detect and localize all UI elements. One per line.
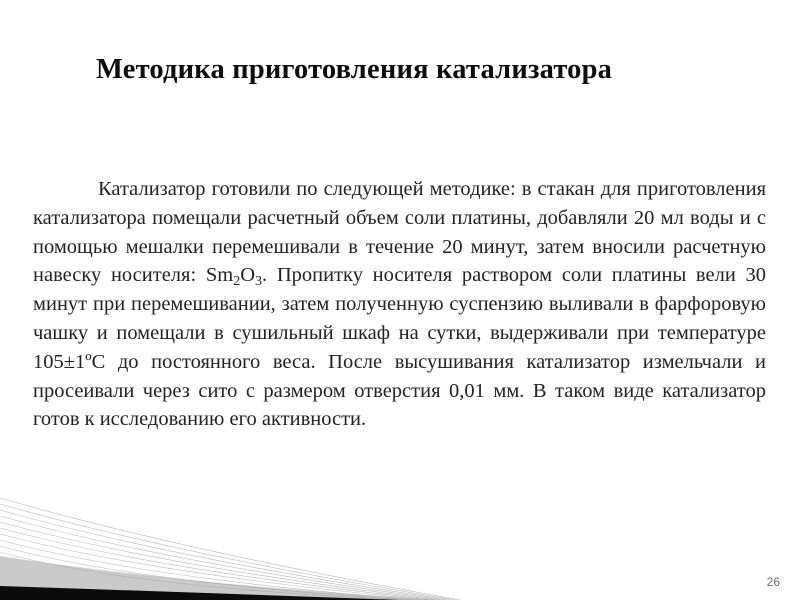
body-text-part-1: Катализатор готовили по следующей методике: в стакан для приготовления катализатора помещали расчетный объем соли платины, добавляли 20 мл воды и с помощью мешалки перемешивали в течение 20 минут, затем вносили расчетную навеску носителя: Sm — [33, 178, 766, 287]
slide-title: Методика приготовления катализатора — [96, 54, 613, 85]
subscript-o: 3 — [255, 274, 263, 290]
decorative-swoosh — [0, 490, 460, 600]
page-number: 26 — [766, 575, 780, 589]
body-text-part-3: . Пропитку носителя раствором соли платины вели 30 минут при перемешивании, затем полученную суспензию выливали в фарфоровую чашку и помещали в сушильный шкаф на сутки, выдерживали при температуре 105±1ºС до постоянного веса. После высушивания катализатор измельчали и просеивали через сито с размером отверстия 0,01 мм. В таком виде катализатор готов к исследованию его активности. — [33, 264, 766, 431]
body-paragraph — [33, 175, 766, 434]
subscript-sm: 2 — [233, 274, 241, 290]
body-text-part-2: O — [240, 264, 256, 287]
